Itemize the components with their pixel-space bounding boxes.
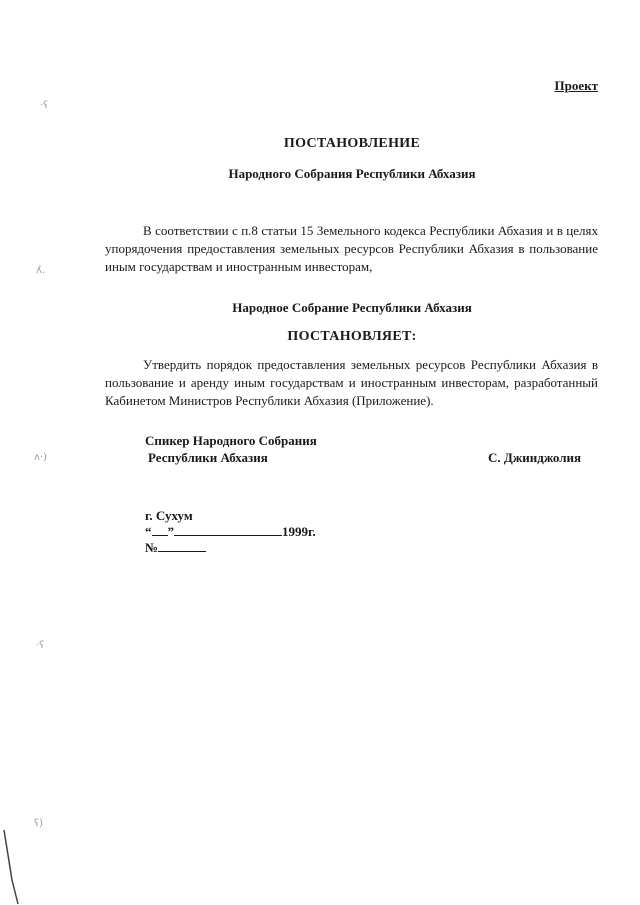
day-blank <box>152 523 168 536</box>
resolves-heading: ПОСТАНОВЛЯЕТ: <box>287 329 417 344</box>
city-line: г. Сухум <box>145 508 193 523</box>
scan-mark: ʎ. <box>36 265 46 276</box>
council-name: Народное Собрание Республики Абхазия <box>232 300 472 315</box>
scan-edge-line <box>0 800 30 905</box>
scan-mark: ·ʕ <box>36 640 45 651</box>
quote-close: ” <box>167 524 174 539</box>
scan-mark: ʌ·) <box>34 452 47 463</box>
signatory-role <box>145 432 317 466</box>
resolution-paragraph: Утвердить порядок предоставления земельных ресурсов Республики Абхазия в пользование и аренду иным государствам и иностранным инвесторам, разработанный Кабинетом Министров Республики Абхазия (Приложение). <box>105 357 598 408</box>
year-text: 1999г. <box>282 524 316 539</box>
number-blank <box>158 539 206 552</box>
signatory-name: С. Джинджолия <box>488 450 582 465</box>
draft-label: Проект <box>554 78 598 93</box>
number-line <box>145 539 316 555</box>
scan-mark: ʕ) <box>34 818 44 829</box>
preamble-paragraph: В соответствии с п.8 статьи 15 Земельного кодекса Республики Абхазия и в целях упорядочения предоставления земельных ресурсов Республики Абхазия в пользование иным государствам и иностранным инвесторам, <box>105 223 598 274</box>
signatory-role-line1: Спикер Народного Собрания <box>145 433 317 448</box>
document-subtitle: Народного Собрания Республики Абхазия <box>228 166 476 181</box>
quote-open: “ <box>145 524 152 539</box>
number-sign: № <box>145 540 159 555</box>
month-blank <box>174 523 282 536</box>
document-title: ПОСТАНОВЛЕНИЕ <box>283 136 421 151</box>
date-line <box>145 523 316 539</box>
signatory-role-line2: Республики Абхазия <box>148 450 268 465</box>
place-date-block <box>145 508 316 555</box>
scan-mark: ·ʕ <box>40 100 49 111</box>
